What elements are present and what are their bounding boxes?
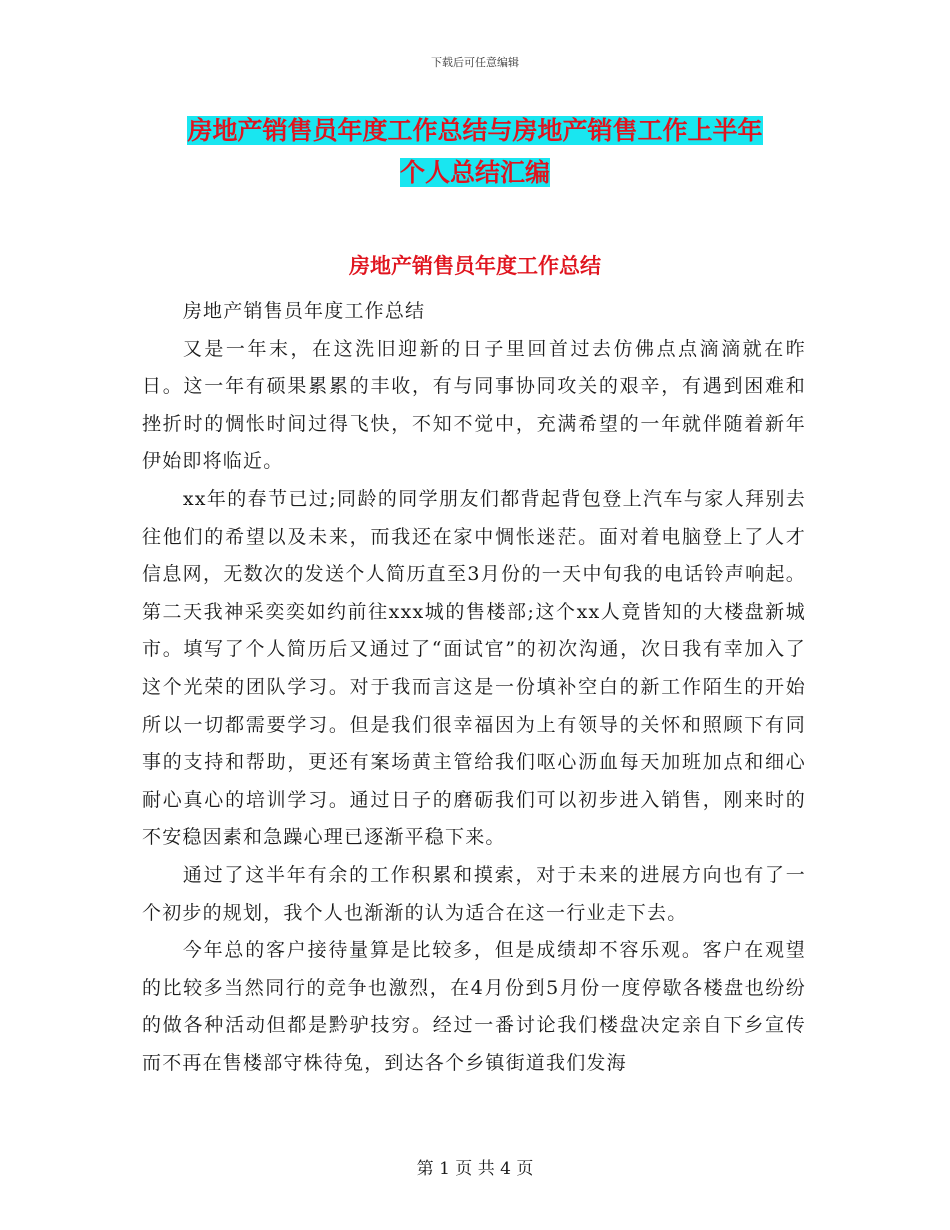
paragraph: xx年的春节已过;同龄的同学朋友们都背起背包登上汽车与家人拜别去往他们的希望以及未来，而我还在家中惆怅迷茫。面对着电脑登上了人才信息网，无数次的发送个人简历直至3月份的一天中旬我的电话铃声响起。第二天我神采奕奕如约前往xxx城的售楼部;这个xx人竟皆知的大楼盘新城市。填写了个人简历后又通过了“面试官”的初次沟通，次日我有幸加入了这个光荣的团队学习。对于我而言这是一份填补空白的新工作陌生的开始所以一切都需要学习。但是我们很幸福因为上有领导的关怀和照顾下有同事的支持和帮助，更还有案场黄主管给我们呕心沥血每天加班加点和细心耐心真心的培训学习。通过日子的磨砺我们可以初步进入销售，刚来时的不安稳因素和急躁心理已逐渐平稳下来。 [142,487,806,849]
page-header-note: 下载后可任意编辑 [431,56,519,69]
section-title: 房地产销售员年度工作总结 [349,254,601,278]
page-footer: 第 1 页 共 4 页 [416,1159,534,1179]
document-title-line-2: 个人总结汇编 [399,158,550,187]
paragraph: 今年总的客户接待量算是比较多，但是成绩却不容乐观。客户在观望的比较多当然同行的竞争也激烈，在4月份到5月份一度停歇各楼盘也纷纷的做各种活动但都是黔驴技穷。经过一番讨论我们楼盘决定亲自下乡宣传而不再在售楼部守株待兔，到达各个乡镇街道我们发海 [142,939,806,1074]
paragraph: 通过了这半年有余的工作积累和摸索，对于未来的进展方向也有了一个初步的规划，我个人也渐渐的认为适合在这一行业走下去。 [142,863,806,924]
paragraph: 又是一年末，在这洗旧迎新的日子里回首过去仿佛点点滴滴就在昨日。这一年有硕果累累的丰收，有与同事协同攻关的艰辛，有遇到困难和挫折时的惆怅时间过得飞快，不知不觉中，充满希望的一年就伴随着新年伊始即将临近。 [142,337,806,473]
document-title [140,110,810,194]
paragraph-subtitle: 房地产销售员年度工作总结 [182,300,426,322]
document-body [142,293,806,1082]
document-title-line-1: 房地产销售员年度工作总结与房地产销售工作上半年 [187,116,763,145]
